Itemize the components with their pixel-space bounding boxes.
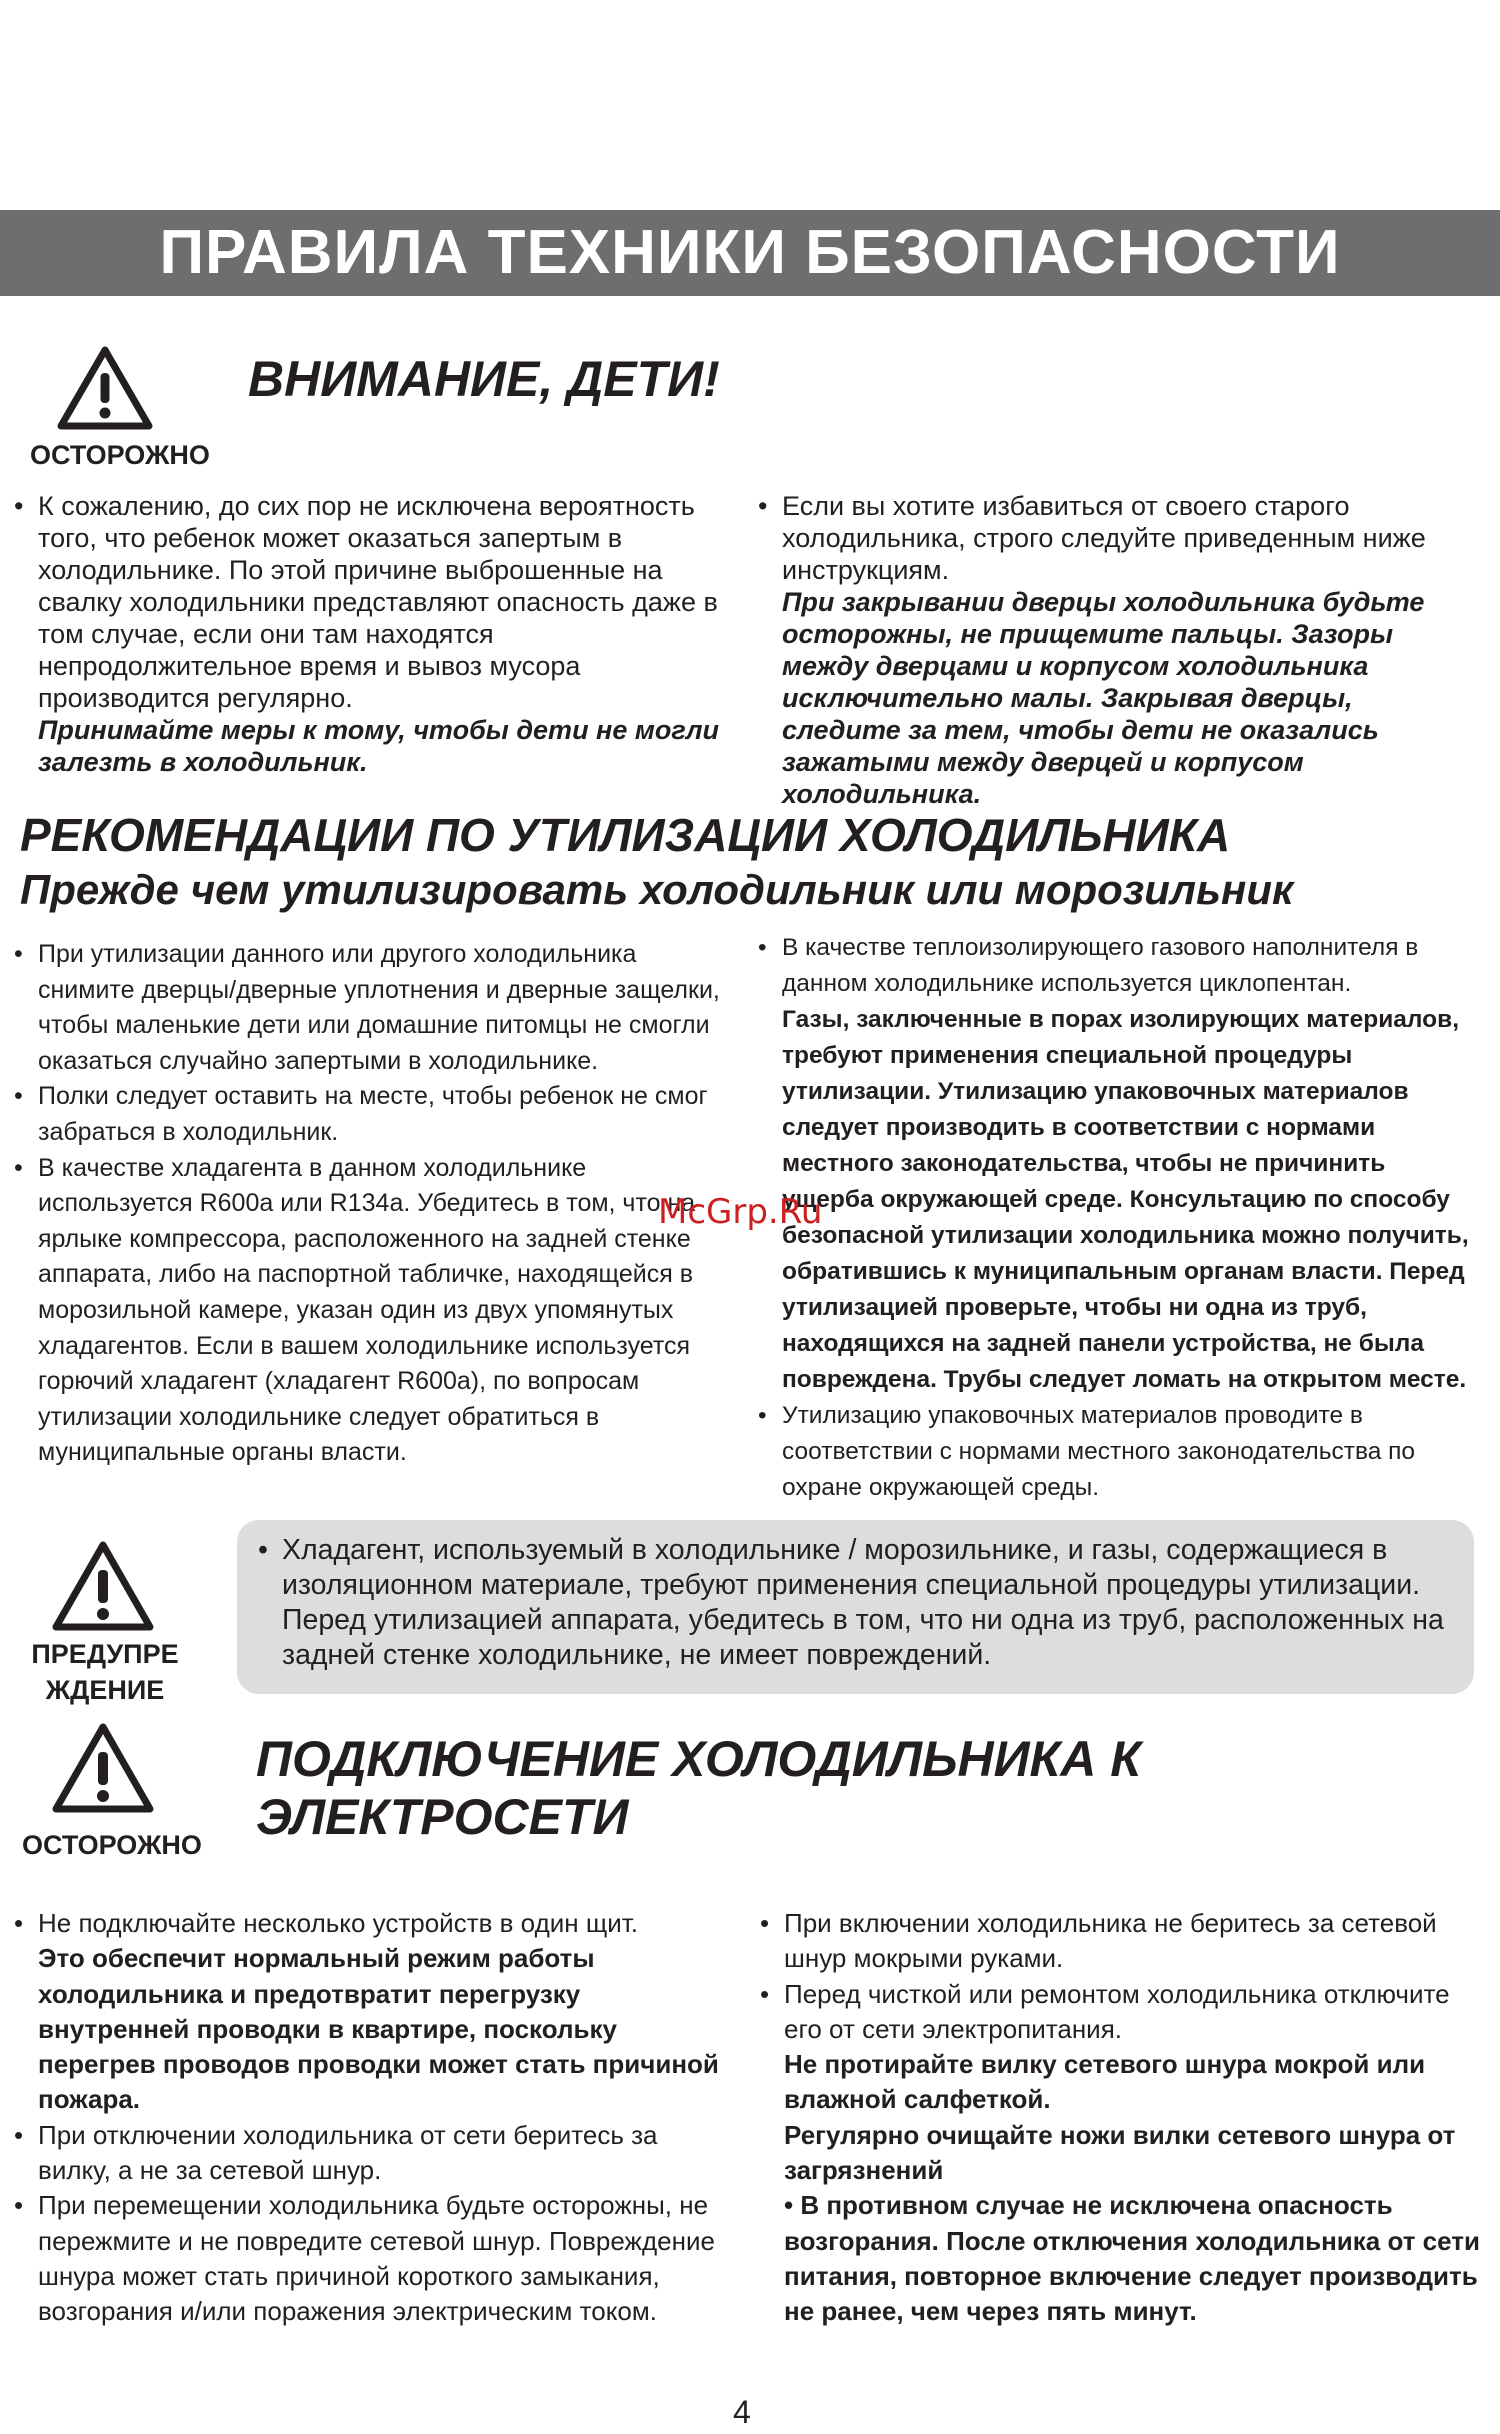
list-item: • При отключении холодильника от сети беритесь за вилку, а не за сетевой шнур. [14,2118,734,2189]
disposal-right-column [758,930,1476,1506]
list-item: • В качестве хладагента в данном холодильнике используется R600a или R134a. Убедитесь в том, что на ярлыке компрессора, расположенного на задней стенке аппарата, либо на паспортной табличке, находящейся в морозильной камере, указан один из двух упомянутых хладагентов. Если в вашем холодильнике используется горючий хладагент (хладагент R600a), по вопросам утилизации холодильнике следует обратиться в муниципальные органы власти. [14,1151,734,1471]
warning-block [48,1540,158,1632]
children-heading: ВНИМАНИЕ, ДЕТИ! [248,351,720,407]
power-right-bold-1: Не протирайте вилку сетевого шнура мокрой или влажной салфеткой. [784,2049,1426,2115]
watermark: McGrp.Ru [658,1192,823,1232]
disposal-subheading: Прежде чем утилизировать холодильник или морозильник [20,866,1294,913]
children-right-emphasis: При закрывании дверцы холодильника будьте осторожны, не прищемите пальцы. Зазоры между дверцами и корпусом холодильника исключительно малы. Закрывая дверцы, следите за тем, чтобы дети не оказались зажатыми между дверцей и корпусом холодильника. [782,587,1425,809]
children-right-column [758,490,1478,810]
list-item: • При включении холодильника не беритесь за сетевой шнур мокрыми руками. [760,1906,1482,1977]
list-item: • Утилизацию упаковочных материалов проводите в соответствии с нормами местного законодательства по охране окружающей среды. [758,1398,1476,1506]
power-left-column [14,1906,734,2330]
list-item [14,490,734,778]
caution-block-power [48,1722,158,1814]
list-item [760,1977,1482,2330]
warning-triangle-icon [51,1722,155,1814]
power-left-bold: Это обеспечит нормальный режим работы холодильника и предотвратит перегрузку внутренней проводки в квартире, поскольку перегрев проводов проводки может стать причиной пожара. [38,1943,719,2115]
list-item: • При утилизации данного или другого холодильника снимите дверцы/дверные уплотнения и дверные защелки, чтобы маленькие дети или домашние питомцы не смогли оказаться случайно запертыми в холодильнике. [14,937,734,1079]
disposal-right-bold: Газы, заключенные в порах изолирующих материалов, требуют применения специальной процедуры утилизации. Утилизацию упаковочных материалов следует производить в соответствии с нормами местного законодательства, чтобы не причинить ущерба окружающей среде. Консультацию по способу безопасной утилизации холодильника можно получить, обратившись к муниципальным органам власти. Перед утилизацией проверьте, чтобы ни одна из труб, находящихся на задней панели устройства, не была повреждена. Трубы следует ломать на открытом месте. [782,1006,1469,1393]
warning-text-block [258,1533,1458,1673]
disposal-left-column [14,937,734,1471]
power-right-column [760,1906,1482,2330]
power-right-bold-2: Регулярно очищайте ножи вилки сетевого шнура от загрязнений [784,2119,1456,2186]
power-right-text: Перед чисткой или ремонтом холодильника отключите его от сети электропитания. [784,1978,1450,2044]
warning-label: ПРЕДУПРЕ ЖДЕНИЕ [31,1639,179,1705]
children-left-column [14,490,734,778]
caution-label-power: ОСТОРОЖНО [22,1830,202,1860]
children-right-text: Если вы хотите избавиться от своего старого холодильника, строго следуйте приведенным ниже инструкциям. [782,491,1426,585]
list-item [14,1906,734,2118]
power-heading: ПОДКЛЮЧЕНИЕ ХОЛОДИЛЬНИКА К ЭЛЕКТРОСЕТИ [256,1731,1142,1845]
page-title-banner: ПРАВИЛА ТЕХНИКИ БЕЗОПАСНОСТИ [0,210,1500,296]
power-right-bold-3: • В противном случае не исключена опасность возгорания. После отключения холодильника от сети питания, повторное включение следует производить не ранее, чем через пять минут. [784,2190,1480,2327]
power-left-text: Не подключайте несколько устройств в один щит. [38,1908,639,1938]
caution-label: ОСТОРОЖНО [30,440,210,470]
caution-block [40,345,170,431]
list-item: • При перемещении холодильника будьте осторожны, не пережмите и не повредите сетевой шнур. Повреждение шнура может стать причиной короткого замыкания, возгорания и/или поражения электрическим током. [14,2188,734,2329]
warning-text: • Хладагент, используемый в холодильнике / морозильнике, и газы, содержащиеся в изоляционном материале, требуют применения специальной процедуры утилизации. Перед утилизацией аппарата, убедитесь в том, что ни одна из труб, расположенных на задней стенке холодильнике, не имеет повреждений. [258,1533,1458,1673]
list-item [758,490,1478,810]
list-item [758,930,1476,1398]
disposal-right-text: В качестве теплоизолирующего газового наполнителя в данном холодильнике используется циклопентан. [782,934,1419,997]
children-left-emphasis: Принимайте меры к тому, чтобы дети не могли залезть в холодильник. [38,715,720,777]
list-item: • Полки следует оставить на месте, чтобы ребенок не смог забраться в холодильник. [14,1079,734,1150]
children-left-text: К сожалению, до сих пор не исключена вероятность того, что ребенок может оказаться запертым в холодильнике. По этой причине выброшенные на свалку холодильники представляют опасность даже в том случае, если они там находятся непродолжительное время и вывоз мусора производится регулярно. [38,491,718,713]
disposal-heading: РЕКОМЕНДАЦИИ ПО УТИЛИЗАЦИИ ХОЛОДИЛЬНИКА [20,809,1231,861]
warning-triangle-icon [57,345,153,431]
page-number: 4 [733,2394,751,2430]
warning-triangle-icon [51,1540,155,1632]
